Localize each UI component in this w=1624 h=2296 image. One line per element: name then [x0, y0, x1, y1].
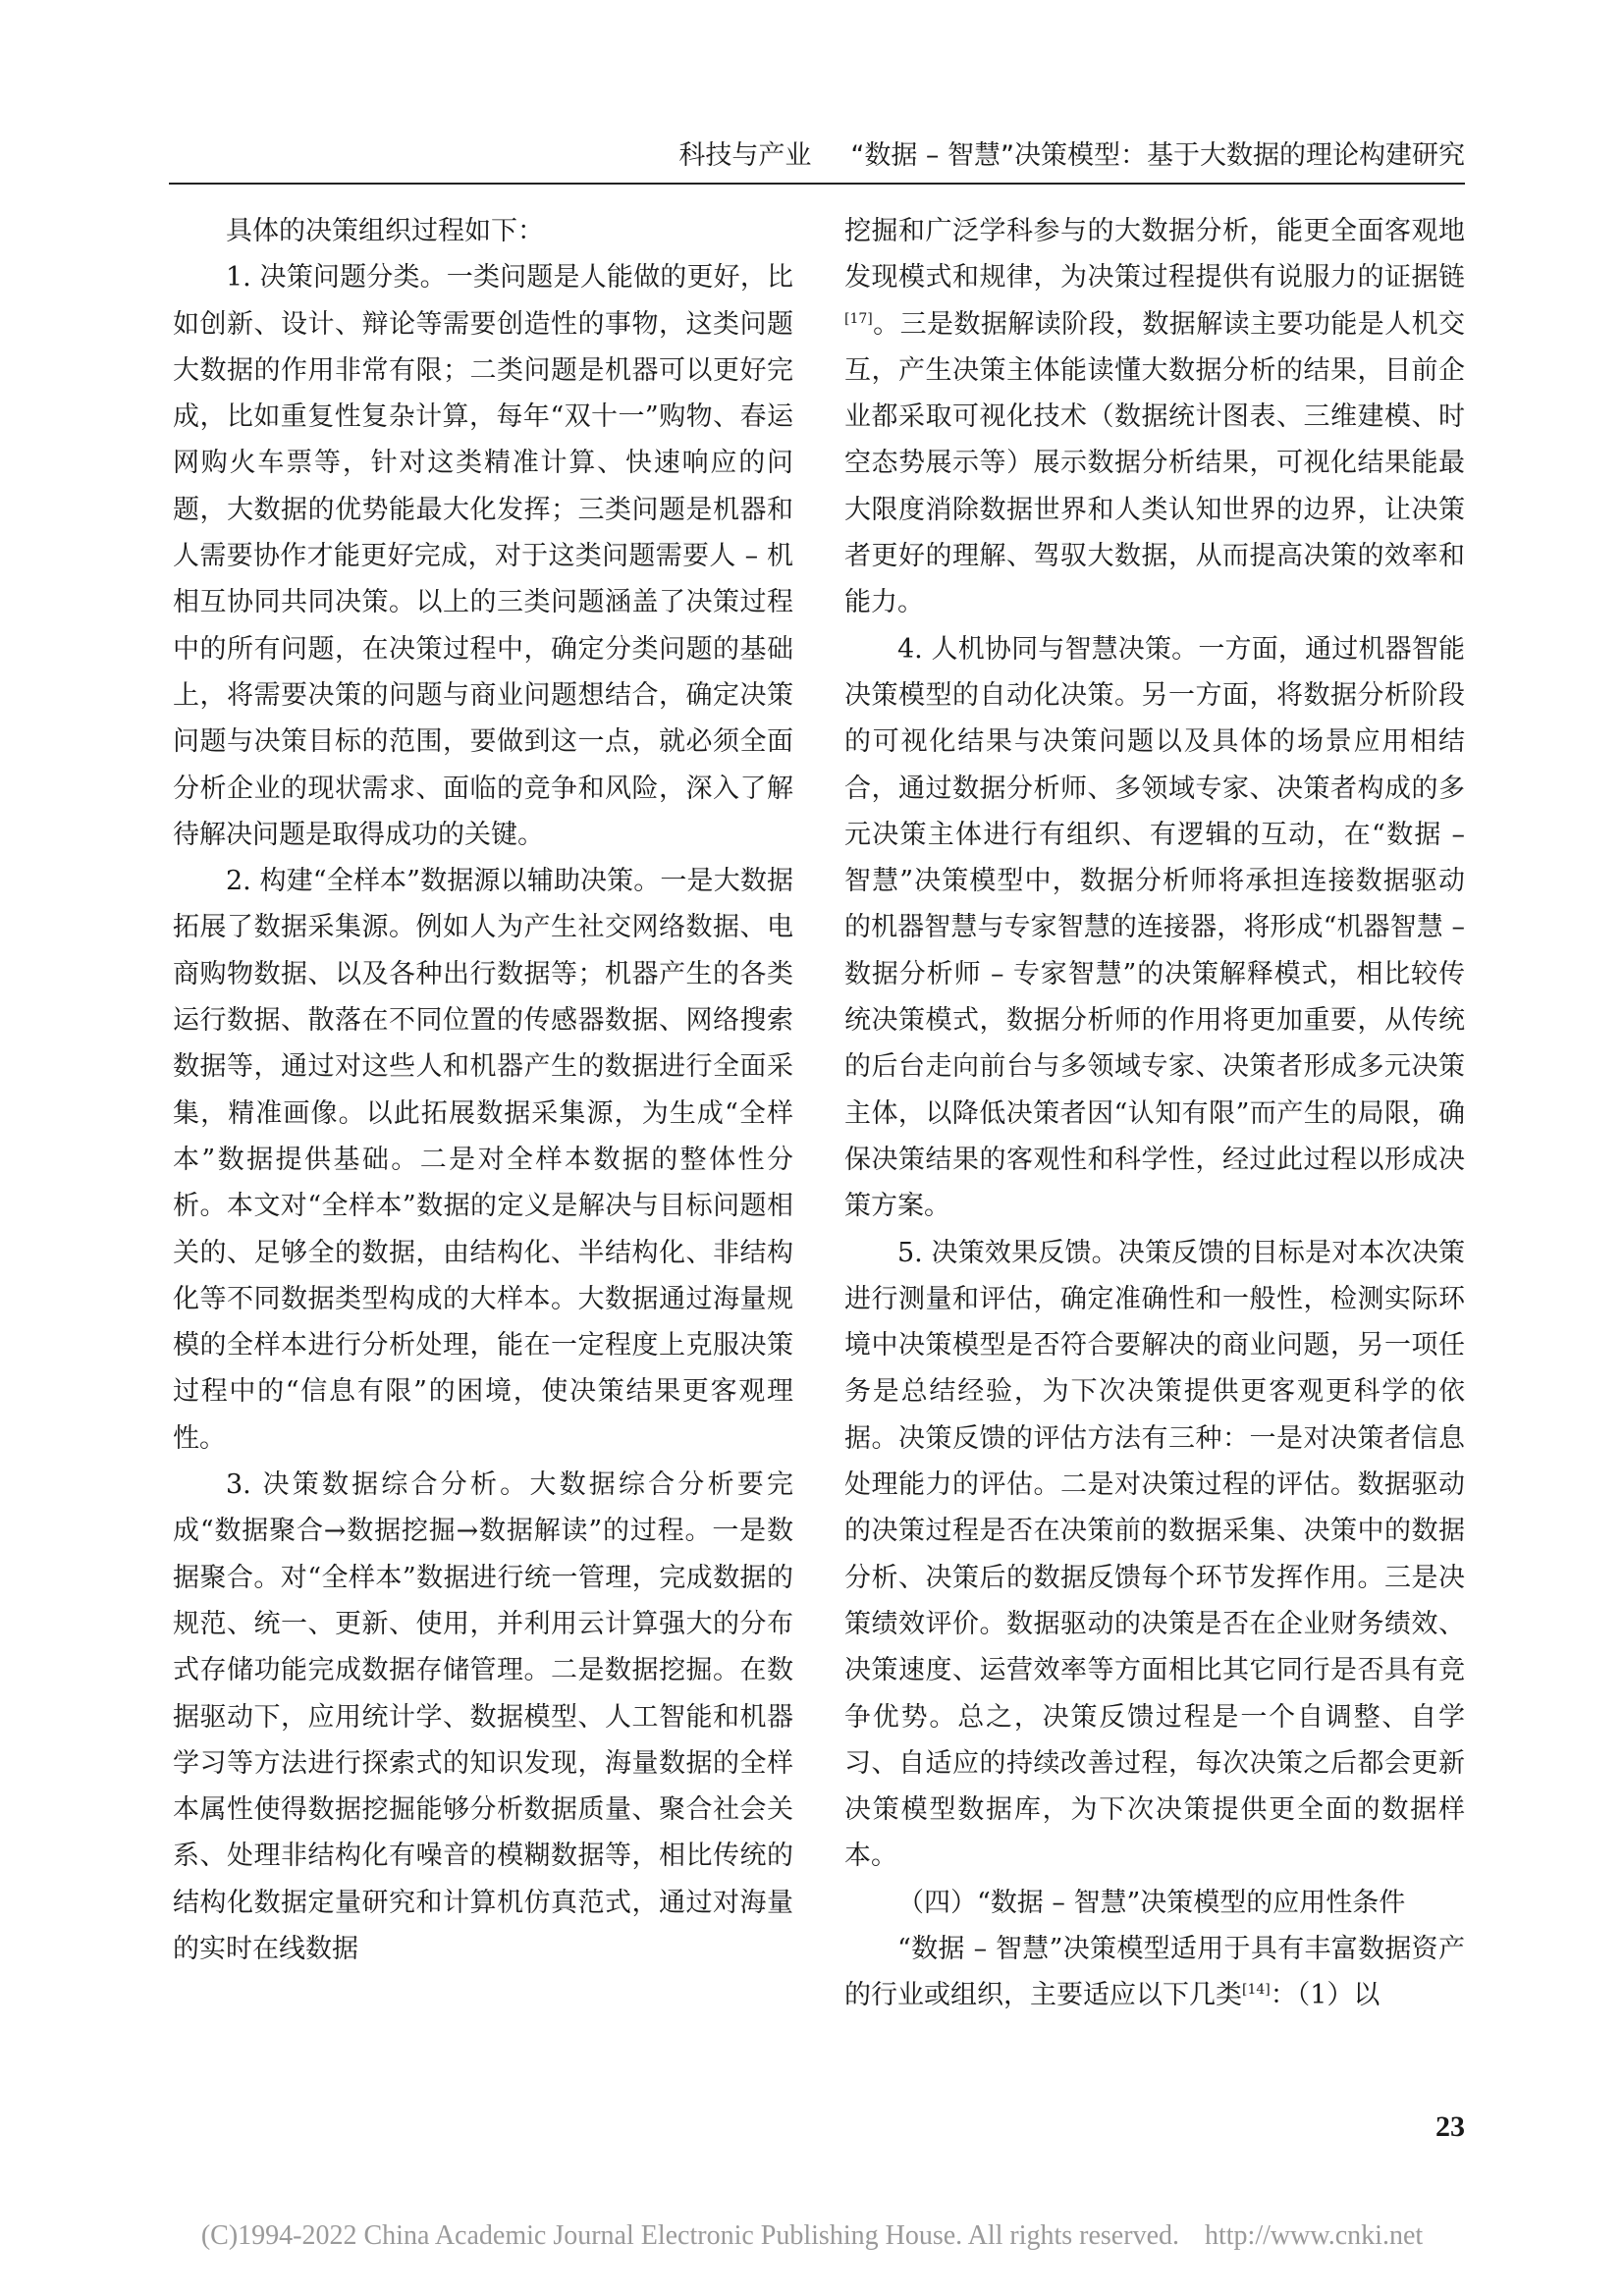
right-column	[844, 208, 1465, 2019]
paragraph-continued	[844, 208, 1465, 626]
paragraph: 具体的决策组织过程如下：	[226, 216, 544, 246]
copyright-footer	[0, 2220, 1624, 2252]
left-column	[173, 208, 793, 1972]
paragraph: 3. 决策数据综合分析。大数据综合分析要完成“数据聚合→数据挖掘→数据解读”的过程。一是数据聚合。对“全样本”数据进行统一管理，完成数据的规范、统一、更新、使用，并利用云计算强大的分布式存储功能完成数据存储管理。二是数据挖掘。在数据驱动下，应用统计学、数据模型、人工智能和机器学习等方法进行探索式的知识发现，海量数据的全样本属性使得数据挖掘能够分析数据质量、聚合社会关系、处理非结构化有噪音的模糊数据等，相比传统的结构化数据定量研究和计算机仿真范式，通过对海量的实时在线数据	[173, 1469, 793, 1964]
citation-ref: [14]	[1242, 1982, 1271, 1999]
paragraph: 1. 决策问题分类。一类问题是人能做的更好，比如创新、设计、辩论等需要创造性的事物，这类问题大数据的作用非常有限；二类问题是机器可以更好完成，比如重复性复杂计算，每年“双十一”购物、春运网购火车票等，针对这类精准计算、快速响应的问题，大数据的优势能最大化发挥；三类问题是机器和人需要协作才能更好完成，对于这类问题需要人 – 机相互协同共同决策。以上的三类问题涵盖了决策过程中的所有问题，在决策过程中，确定分类问题的基础上，将需要决策的问题与商业问题想结合，确定决策问题与决策目标的范围，要做到这一点，就必须全面分析企业的现状需求、面临的竞争和风险，深入了解待解决问题是取得成功的关键。	[173, 262, 793, 850]
citation-ref: [17]	[844, 310, 873, 327]
paragraph: 2. 构建“全样本”数据源以辅助决策。一是大数据拓展了数据采集源。例如人为产生社交网络数据、电商购物数据、以及各种出行数据等；机器产生的各类运行数据、散落在不同位置的传感器数据、网络搜索数据等，通过对这些人和机器产生的数据进行全面采集，精准画像。以此拓展数据采集源，为生成“全样本”数据提供基础。二是对全样本数据的整体性分析。本文对“全样本”数据的定义是解决与目标问题相关的、足够全的数据，由结构化、半结构化、非结构化等不同数据类型构成的大样本。大数据通过海量规模的全样本进行分析处理，能在一定程度上克服决策过程中的“信息有限”的困境，使决策结果更客观理性。	[173, 866, 793, 1454]
paragraph: 5. 决策效果反馈。决策反馈的目标是对本次决策进行测量和评估，确定准确性和一般性，检测实际环境中决策模型是否符合要解决的商业问题，另一项任务是总结经验，为下次决策提供更客观更科学的依据。决策反馈的评估方法有三种：一是对决策者信息处理能力的评估。二是对决策过程的评估。数据驱动的决策过程是否在决策前的数据采集、决策中的数据分析、决策后的数据反馈每个环节发挥作用。三是决策绩效评价。数据驱动的决策是否在企业财务绩效、决策速度、运营效率等方面相比其它同行是否具有竞争优势。总之，决策反馈过程是一个自调整、自学习、自适应的持续改善过程，每次决策之后都会更新决策模型数据库，为下次决策提供更全面的数据样本。	[844, 1237, 1465, 1872]
header-rule	[169, 183, 1465, 185]
paragraph: 4. 人机协同与智慧决策。一方面，通过机器智能决策模型的自动化决策。另一方面，将数据分析阶段的可视化结果与决策问题以及具体的场景应用相结合，通过数据分析师、多领域专家、决策者构成的多元决策主体进行有组织、有逻辑的互动，在“数据 – 智慧”决策模型中，数据分析师将承担连接数据驱动的机器智慧与专家智慧的连接器，将形成“机器智慧 – 数据分析师 – 专家智慧”的决策解释模式，相比较传统决策模式，数据分析师的作用将更加重要，从传统的后台走向前台与多领域专家、决策者形成多元决策主体，以降低决策者因“认知有限”而产生的局限，确保决策结果的客观性和科学性，经过此过程以形成决策方案。	[844, 633, 1465, 1222]
footer-url: http://www.cnki.net	[1205, 2220, 1424, 2251]
page-number: 23	[1435, 2110, 1465, 2143]
paragraph-text: 挖掘和广泛学科参与的大数据分析，能更全面客观地发现模式和规律，为决策过程提供有说服力的证据链	[844, 216, 1465, 294]
running-header	[169, 133, 1465, 177]
copyright-text: (C)1994-2022 China Academic Journal Electronic Publishing House. All rights reserved.	[200, 2220, 1179, 2251]
paragraph-text: ：（1）以	[1270, 1980, 1380, 2011]
paragraph	[844, 1926, 1465, 2019]
paragraph-text: 。三是数据解读阶段，数据解读主要功能是人机交互，产生决策主体能读懂大数据分析的结果，目前企业都采取可视化技术（数据统计图表、三维建模、时空态势展示等）展示数据分析结果，可视化结果能最大限度消除数据世界和人类认知世界的边界，让决策者更好的理解、驾驭大数据，从而提高决策的效率和能力。	[844, 308, 1465, 618]
paragraph-text: “数据 – 智慧”决策模型适用于具有丰富数据资产的行业或组织，主要适应以下几类	[844, 1933, 1465, 2011]
section-subheading: （四）“数据 – 智慧”决策模型的应用性条件	[897, 1887, 1406, 1918]
journal-section: 科技与产业	[678, 140, 812, 171]
article-title: “数据 – 智慧”决策模型：基于大数据的理论构建研究	[850, 140, 1465, 171]
